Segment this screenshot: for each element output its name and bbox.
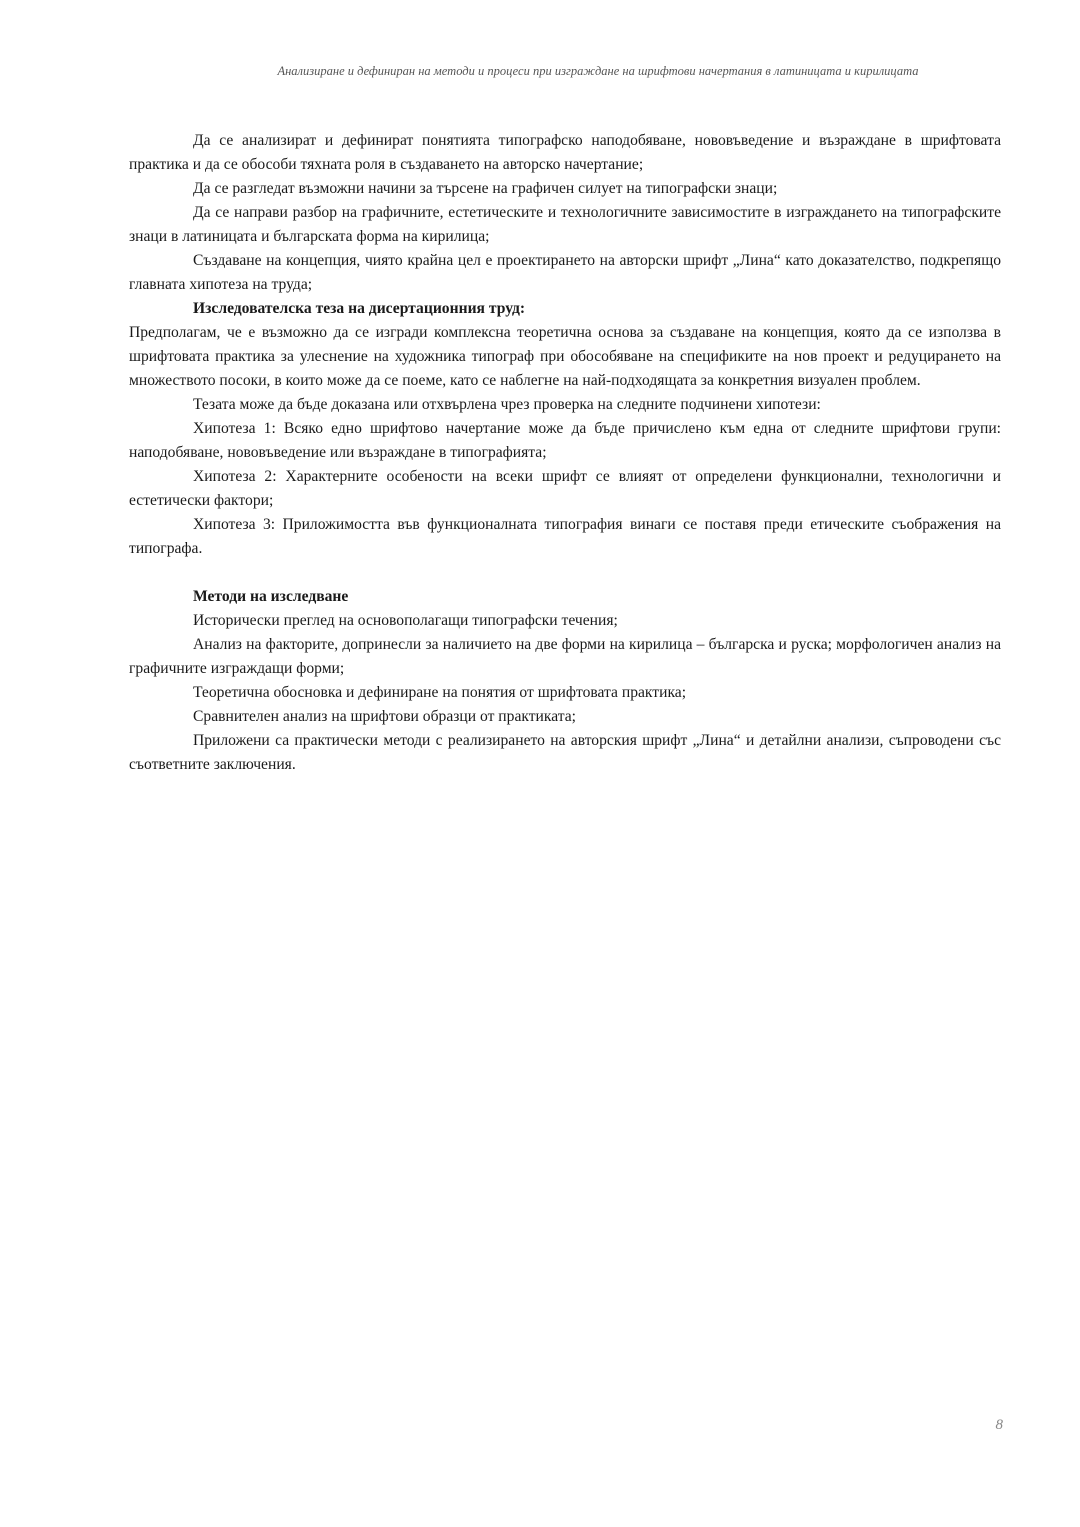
method-paragraph: Приложени са практически методи с реализирането на авторския шрифт „Лина“ и детайлни анализи, съпроводени със съответните заключения. [129,732,1001,773]
task-paragraph: Да се анализират и дефинират понятията типографско наподобяване, нововъведение и възраждане в шрифтовата практика и да се обособи тяхната роля в създаването на авторско начертание; [129,132,1001,173]
thesis-statement: Предполагам, че е възможно да се изгради комплексна теоретична основа за създаване на концепция, която да се използва в шрифтовата практика за улеснение на художника типограф при обособяване на спецификите на нов проект и редуцирането на множеството посоки, в които може да се поеме, като се наблегне на най-подходящата за конкретния визуален проблем. [129,324,1001,389]
method-paragraph: Теоретична обосновка и дефиниране на понятия от шрифтовата практика; [193,684,687,701]
method-paragraph: Исторически преглед на основополагащи типографски течения; [193,612,618,629]
thesis-heading [129,297,1001,321]
method-paragraph: Сравнителен анализ на шрифтови образци от практиката; [193,708,577,725]
thesis-heading-text: Изследователска теза на дисертационния труд [193,300,520,317]
hypothesis-paragraph: Хипотеза 3: Приложимостта във функционалната типография винаги се поставя преди етическите съображения на типографа. [129,516,1001,557]
task-paragraph: Създаване на концепция, чиято крайна цел е проектирането на авторски шрифт „Лина“ като доказателство, подкрепящо главната хипотеза на труда; [129,252,1001,293]
method-paragraph: Анализ на факторите, допринесли за наличието на две форми на кирилица – българска и руска; морфологичен анализ на графичните изграждащи форми; [129,636,1001,677]
page-body [129,129,1001,777]
methods-heading: Методи на изследване [193,588,349,605]
hypothesis-paragraph: Хипотеза 1: Всяко едно шрифтово начертание може да бъде причислено към една от следните шрифтови групи: наподобяване, нововъведение или възраждане в типографията; [129,420,1001,461]
running-header: Анализиране и дефиниран на методи и процеси при изграждане на шрифтови начертания в латиницата и кирилицата [277,64,919,78]
hypothesis-paragraph: Хипотеза 2: Характерните особености на всеки шрифт се влияят от определени функционални, технологични и естетически фактори; [129,468,1001,509]
thesis-intro: Тезата може да бъде доказана или отхвърлена чрез проверка на следните подчинени хипотези: [193,396,821,413]
page-number: 8 [995,1417,1003,1433]
section-spacer [129,561,1001,585]
thesis-heading-colon: : [519,300,526,317]
task-paragraph: Да се направи разбор на графичните, естетическите и технологичните зависимостите в изграждането на типографските знаци в латиницата и българската форма на кирилица; [129,204,1001,245]
task-paragraph: Да се разгледат възможни начини за търсене на графичен силует на типографски знаци; [193,180,778,197]
